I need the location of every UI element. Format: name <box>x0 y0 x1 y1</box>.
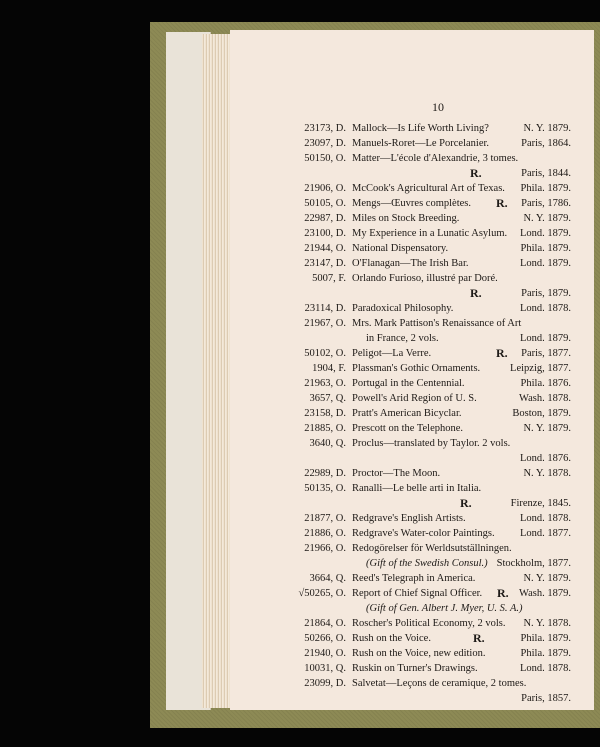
entry-number: 50266, O. <box>304 633 346 644</box>
catalog-line <box>260 526 571 541</box>
entry-number: 21944, O. <box>304 243 346 254</box>
rare-mark: R. <box>473 631 485 645</box>
entry-place: Lond. 1879. <box>519 258 571 269</box>
catalog-line <box>260 151 571 166</box>
page-number: 10 <box>432 100 444 114</box>
rare-mark: R. <box>496 346 508 360</box>
catalog-line <box>260 391 571 406</box>
entry-title: Powell's Arid Region of U. S. <box>352 393 477 404</box>
entry-number: 21886, O. <box>304 528 346 539</box>
entry-place: Paris, 1857. <box>521 693 571 704</box>
entry-number: 5007, F. <box>312 273 346 284</box>
entry-title: National Dispensatory. <box>352 243 449 254</box>
entry-number: 21864, O. <box>304 618 346 629</box>
catalog-line <box>260 646 571 661</box>
entry-number: 21877, O. <box>304 513 346 524</box>
entry-place: Stockholm, 1877. <box>496 558 571 569</box>
entry-place: Paris, 1879. <box>521 288 571 299</box>
entry-number: 23097, D. <box>304 138 346 149</box>
entry-number: 50150, O. <box>304 153 346 164</box>
catalog-line <box>260 211 571 226</box>
entry-place: Phila. 1879. <box>520 633 571 644</box>
entry-title: Mrs. Mark Pattison's Renaissance of Art <box>352 318 522 329</box>
entry-title: Orlando Furioso, illustré par Doré. <box>352 273 498 284</box>
entry-number: 21885, O. <box>304 423 346 434</box>
entry-place: Lond. 1876. <box>519 453 571 464</box>
entry-title: Proctor—The Moon. <box>352 468 441 479</box>
entry-place: N. Y. 1878. <box>523 468 571 479</box>
entry-place: Lond. 1878. <box>519 303 571 314</box>
catalog-line <box>260 451 571 466</box>
entry-place: Wash. 1878. <box>519 393 571 404</box>
catalog-line <box>260 511 571 526</box>
entry-place: Wash. 1879. <box>519 588 571 599</box>
entry-title: Ranalli—Le belle arti in Italia. <box>352 483 482 494</box>
rare-mark: R. <box>460 496 472 510</box>
entry-title: in France, 2 vols. <box>366 333 439 344</box>
entry-number: 22987, D. <box>304 213 346 224</box>
entry-number: 23099, D. <box>304 678 346 689</box>
catalog-line <box>260 616 571 631</box>
entry-title: Portugal in the Centennial. <box>352 378 465 389</box>
catalog-line <box>260 256 571 271</box>
catalog-line <box>260 331 571 346</box>
entry-place: Phila. 1879. <box>520 183 571 194</box>
catalog-line <box>260 136 571 151</box>
rare-mark: R. <box>470 166 482 180</box>
catalog-line <box>260 541 571 556</box>
entry-number: 23147, D. <box>304 258 346 269</box>
entry-place: N. Y. 1879. <box>523 123 571 134</box>
entry-place: N. Y. 1879. <box>523 213 571 224</box>
entry-number: 10031, Q. <box>304 663 346 674</box>
entry-place: Lond. 1879. <box>519 333 571 344</box>
entry-title: Matter—L'école d'Alexandrie, 3 tomes. <box>352 153 519 164</box>
entry-title: My Experience in a Lunatic Asylum. <box>352 228 508 239</box>
entry-number: 50105, O. <box>304 198 346 209</box>
entry-place: Boston, 1879. <box>512 408 571 419</box>
entry-number: 21963, O. <box>304 378 346 389</box>
entry-title: Miles on Stock Breeding. <box>352 213 460 224</box>
entry-title: Proclus—translated by Taylor. 2 vols. <box>352 438 511 449</box>
entry-number: 3657, Q. <box>309 393 346 404</box>
entry-title: Manuels-Roret—Le Porcelanier. <box>352 138 490 149</box>
catalog-line <box>260 556 571 571</box>
entry-title: Prescott on the Telephone. <box>352 423 464 434</box>
entry-title: Peligot—La Verre. <box>352 348 432 359</box>
entry-place: Lond. 1879. <box>519 228 571 239</box>
entry-number: 3640, Q. <box>309 438 346 449</box>
entry-place: Firenze, 1845. <box>510 498 571 509</box>
entry-title: (Gift of the Swedish Consul.) <box>366 558 488 569</box>
entry-title: McCook's Agricultural Art of Texas. <box>352 183 505 194</box>
entry-title: Reed's Telegraph in America. <box>352 573 476 584</box>
catalog-line <box>260 496 571 511</box>
entry-number: 21940, O. <box>304 648 346 659</box>
catalog-line <box>260 286 571 301</box>
entry-place: N. Y. 1879. <box>523 573 571 584</box>
entry-number: 23100, D. <box>304 228 346 239</box>
catalog-line <box>260 571 571 586</box>
rare-mark: R. <box>496 196 508 210</box>
entry-place: N. Y. 1878. <box>523 618 571 629</box>
entry-number: 21906, O. <box>304 183 346 194</box>
entry-title: O'Flanagan—The Irish Bar. <box>352 258 469 269</box>
entry-place: Phila. 1879. <box>520 648 571 659</box>
catalog-line <box>260 121 571 136</box>
entry-title: Mengs—Œuvres complètes. <box>352 198 471 209</box>
entry-title: Ruskin on Turner's Drawings. <box>352 663 478 674</box>
entry-number: 22989, D. <box>304 468 346 479</box>
entry-number: 50135, O. <box>304 483 346 494</box>
entry-place: Lond. 1877. <box>519 528 571 539</box>
entry-title: Roscher's Political Economy, 2 vols. <box>352 618 506 629</box>
catalog-line <box>260 166 571 181</box>
catalog-line <box>260 316 571 331</box>
catalog-line <box>260 661 571 676</box>
catalog-line <box>260 196 571 211</box>
entry-place: Paris, 1786. <box>521 198 571 209</box>
entry-title: Redgrave's English Artists. <box>352 513 466 524</box>
entry-title: Rush on the Voice, new edition. <box>352 648 486 659</box>
catalog-line <box>240 586 571 601</box>
entry-place: Phila. 1879. <box>520 243 571 254</box>
entry-place: Phila. 1876. <box>520 378 571 389</box>
entry-title: Rush on the Voice. <box>352 633 431 644</box>
entry-title: Paradoxical Philosophy. <box>352 303 454 314</box>
catalog-line <box>260 181 571 196</box>
catalog-line <box>260 301 571 316</box>
catalog-line <box>260 241 571 256</box>
entry-place: Leipzig, 1877. <box>510 363 571 374</box>
rare-mark: R. <box>470 286 482 300</box>
entry-title: Redgrave's Water-color Paintings. <box>352 528 495 539</box>
catalog-line <box>260 676 571 691</box>
entry-place: Paris, 1844. <box>521 168 571 179</box>
entry-number: 23114, D. <box>304 303 346 314</box>
entry-number: 1904, F. <box>312 363 346 374</box>
entry-title: Pratt's American Bicyclar. <box>352 408 462 419</box>
entry-place: Paris, 1864. <box>521 138 571 149</box>
entry-title: Mallock—Is Life Worth Living? <box>352 123 489 134</box>
catalog-line <box>260 481 571 496</box>
entry-title: (Gift of Gen. Albert J. Myer, U. S. A.) <box>366 603 523 614</box>
entry-number: √50265, O. <box>298 588 346 599</box>
catalog-line <box>260 406 571 421</box>
entry-place: Lond. 1878. <box>519 513 571 524</box>
rare-mark: R. <box>497 586 509 600</box>
entry-number: 23173, D. <box>304 123 346 134</box>
catalog-line <box>260 421 571 436</box>
catalog-line <box>260 271 571 286</box>
entry-title: Redogörelser för Werldsutställningen. <box>352 543 512 554</box>
entry-number: 3664, Q. <box>309 573 346 584</box>
entry-place: Lond. 1878. <box>519 663 571 674</box>
catalog-line <box>260 631 571 646</box>
entry-number: 21966, O. <box>304 543 346 554</box>
entry-title: Report of Chief Signal Officer. <box>352 588 483 599</box>
page-edges <box>202 34 232 708</box>
entry-number: 50102, O. <box>304 348 346 359</box>
catalog-line <box>260 466 571 481</box>
entry-number: 21967, O. <box>304 318 346 329</box>
catalog-line <box>260 376 571 391</box>
catalog-line <box>260 691 571 706</box>
catalog-line <box>260 346 571 361</box>
entry-place: Paris, 1877. <box>521 348 571 359</box>
catalog-line <box>260 361 571 376</box>
catalog-line <box>260 226 571 241</box>
entry-title: Plassman's Gothic Ornaments. <box>352 363 481 374</box>
entry-number: 23158, D. <box>304 408 346 419</box>
catalog-line <box>260 436 571 451</box>
entry-place: N. Y. 1879. <box>523 423 571 434</box>
catalog-line <box>260 601 571 616</box>
entry-title: Salvetat—Leçons de ceramique, 2 tomes. <box>352 678 527 689</box>
